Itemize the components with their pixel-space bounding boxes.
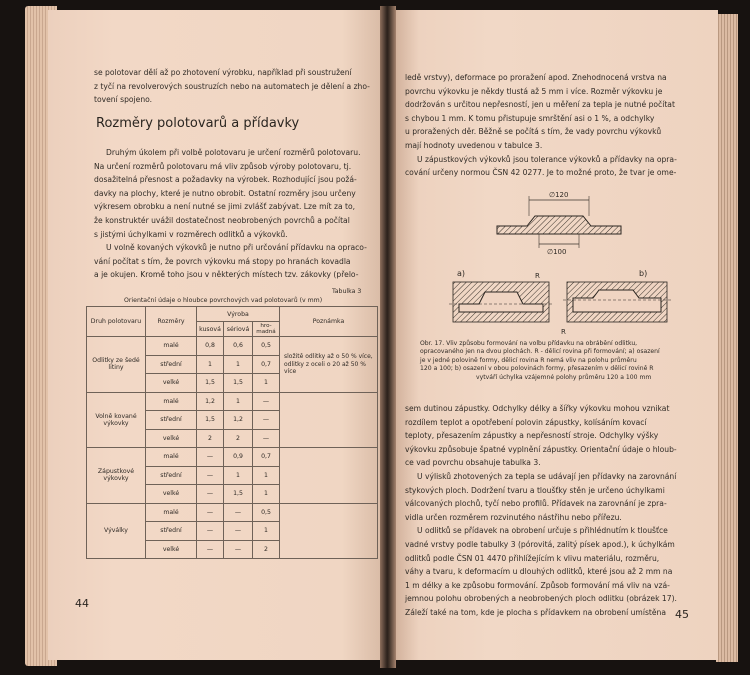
value-cell: —	[253, 429, 280, 448]
size-cell: střední	[146, 522, 197, 541]
value-cell: 2	[253, 540, 280, 559]
value-cell: 1,5	[197, 411, 224, 430]
header-poznamka: Poznámka	[280, 307, 378, 337]
header-hromadna: hro-madná	[253, 322, 280, 337]
header-rozmery: Rozměry	[146, 307, 197, 337]
label-b: b)	[639, 269, 648, 278]
size-cell: střední	[146, 466, 197, 485]
text-line: se polotovar dělí až po zhotovení výrobku, například při soustružení	[94, 68, 352, 77]
left-page	[48, 10, 382, 660]
group-name-cell: Výválky	[87, 503, 146, 559]
size-cell: velké	[146, 485, 197, 504]
size-cell: malé	[146, 337, 197, 356]
text-line: Druhým úkolem při volbě polotovaru je určení rozměrů polotovaru.	[106, 148, 361, 157]
text-line: vidla určen rozměrem rozvinutého nástřihu nebo přířezu.	[405, 512, 622, 522]
value-cell: 1,5	[197, 374, 224, 393]
group-name-cell: Zápustkové výkovky	[87, 448, 146, 504]
size-cell: střední	[146, 355, 197, 374]
table-title: Orientační údaje o hloubce povrchových vad polotovarů (v mm)	[124, 297, 323, 304]
text-line: ce vad povrchu obsahuje tabulka 3.	[405, 458, 541, 468]
figure-caption	[420, 340, 660, 382]
right-page	[393, 10, 718, 660]
text-line: sem dutinou zápustky. Odchylky délky a šířky výkovku mohou vznikat	[405, 404, 670, 413]
size-cell: střední	[146, 411, 197, 430]
value-cell: 1,2	[197, 392, 224, 411]
table-label: Tabulka 3	[332, 288, 362, 295]
caption-line: Obr. 17. Vliv způsobu formování na volbu přídavku na obrábění odlitku,	[420, 340, 638, 347]
text-line: jemnou polohu obrobených a neobrobených ploch odlitku (obrázek 17).	[405, 594, 677, 604]
header-seriova: sériová	[224, 322, 253, 337]
label-r-a: R	[535, 272, 540, 280]
top-paragraph	[405, 71, 677, 180]
value-cell: 0,7	[253, 448, 280, 467]
label-r-b: R	[561, 328, 566, 336]
value-cell: —	[253, 411, 280, 430]
text-line: tovení spojeno.	[94, 95, 153, 105]
caption-line: 120 a 100; b) osazení v obou polovinách formy, přesazením v dělicí rovině R	[420, 365, 654, 373]
table-row	[87, 392, 378, 411]
table-row	[87, 503, 378, 522]
text-line: výkovku způsobuje špatné vyplnění zápustky. Orientační údaje o hloub-	[405, 444, 677, 454]
value-cell: 1,5	[224, 374, 253, 393]
caption-line: opracovaného jen na dvou plochách. R - dělicí rovina při formování; a) osazení	[420, 348, 660, 356]
text-line: U zápustkových výkovků jsou tolerance výkovků a přídavky na opra-	[417, 154, 677, 164]
text-line: U odlitků se přídavek na obrobení určuje s přihlédnutím k tloušťce	[417, 526, 668, 536]
size-cell: malé	[146, 448, 197, 467]
note-cell	[280, 392, 378, 448]
text-line: U výlisků zhotovených za tepla se udávají jen přídavky na zarovnání	[417, 471, 677, 481]
surface-defects-table	[86, 306, 378, 559]
text-line: váhy a tvaru, k deformacím u dlouhých odlitků, které jsou až 2 mm na	[405, 567, 673, 577]
caption-line: vytváří úchylka vzájemné polohy průměru 120 a 100 mm	[476, 373, 652, 381]
text-line: válcovaných plochů, tyčí nebo profilů. Přídavek na zarovnání je zpra-	[405, 499, 667, 509]
value-cell: —	[197, 448, 224, 467]
value-cell: 2	[197, 429, 224, 448]
text-line: rozdílem teplot a opotřebení polovin zápustky, kolísáním kovací	[405, 417, 647, 427]
note-cell: složitě odlitky až o 50 % více, odlitky z oceli o 20 až 50 % více	[280, 337, 378, 393]
text-line: vání počítat s tím, že povrch výkovku má stopy po hranách kovadla	[94, 256, 351, 266]
value-cell: —	[253, 392, 280, 411]
header-druh: Druh polotovaru	[87, 307, 146, 337]
value-cell: 1	[253, 374, 280, 393]
book-gutter	[380, 6, 396, 668]
group-name-cell: Odlitky ze šedé litiny	[87, 337, 146, 393]
text-line: 1 m délky a ke způsobu formování. Způsob formování má vliv na vzá-	[405, 580, 670, 590]
text-line: dodržován s určitou nepřesností, jen u měření za tepla je nutné počítat	[405, 100, 675, 110]
text-line: povrchu výkovku je někdy tlustá až 5 mm i více. Rozměr výkovku je	[405, 86, 663, 96]
figure-17	[449, 186, 674, 336]
size-cell: velké	[146, 374, 197, 393]
size-cell: velké	[146, 429, 197, 448]
text-line: U volně kovaných výkovků je nutno při určování přídavku na opraco-	[106, 243, 367, 253]
text-line: že konstruktér uvážil dostatečnost neobrobených povrchů a počítal	[94, 215, 350, 225]
value-cell: 0,9	[224, 448, 253, 467]
table-row	[87, 448, 378, 467]
caption-line: je v jedné polovině formy, dělicí rovina R nemá vliv na polohu průměru	[420, 356, 637, 364]
value-cell: 1	[224, 355, 253, 374]
text-line: davky na plochy, které je nutno obrobit. Ostatní rozměry jsou určeny	[94, 188, 356, 198]
page-stack-right	[716, 14, 738, 662]
header-vyroba: Výroba	[197, 307, 280, 322]
table-body	[87, 337, 378, 559]
text-line: odlitků podle ČSN 01 4470 přihlížejícím k vlivu materiálu, rozměru,	[405, 553, 660, 563]
intro-paragraph	[94, 66, 370, 107]
body-paragraph	[94, 146, 367, 282]
value-cell: —	[197, 485, 224, 504]
value-cell: 1	[253, 522, 280, 541]
text-line: s chybou 1 mm. K tomu přistupuje smrštění asi o 1 %, a odchylky	[405, 113, 655, 123]
dim-bottom: ∅100	[547, 248, 567, 256]
value-cell: 0,7	[253, 355, 280, 374]
page-number-left: 44	[75, 597, 89, 610]
text-line: stykových ploch. Dodržení tvaru a tloušťky stěn je určeno úchylkami	[405, 485, 665, 495]
value-cell: —	[197, 540, 224, 559]
size-cell: velké	[146, 540, 197, 559]
text-line: z tyčí na revolverových soustruzích nebo na automatech je dělení a zho-	[94, 81, 370, 91]
text-line: dosažitelná přesnost a požadavky na výrobek. Rozhodující jsou požá-	[94, 175, 357, 185]
text-line: výkresem obrobku a není nutné se jimi zvlášť zabývat. Lze mít za to,	[94, 202, 356, 212]
value-cell: 0,8	[197, 337, 224, 356]
mould-b-drawing	[561, 269, 671, 336]
value-cell: —	[197, 522, 224, 541]
value-cell: 1,2	[224, 411, 253, 430]
value-cell: 0,5	[253, 337, 280, 356]
size-cell: malé	[146, 503, 197, 522]
value-cell: 1	[224, 392, 253, 411]
value-cell: 1,5	[224, 485, 253, 504]
table-row	[87, 337, 378, 356]
group-name-cell: Volně kované výkovky	[87, 392, 146, 448]
value-cell: —	[197, 466, 224, 485]
text-line: cování určeny normou ČSN 42 0277. Je to možné proto, že tvar je ome-	[405, 168, 677, 178]
text-line: teploty, přesazením zápustky a nepřesností stroje. Odchylky výšky	[405, 431, 659, 441]
label-a: a)	[457, 269, 466, 278]
text-line: a je okujen. Kromě toho jsou v některých místech tzv. zákovky (přelo-	[94, 270, 359, 280]
value-cell: —	[224, 522, 253, 541]
value-cell: 0,6	[224, 337, 253, 356]
note-cell	[280, 503, 378, 559]
value-cell: —	[197, 503, 224, 522]
text-line: s jistými úchylkami v rozměrech odlitků a výkovků.	[94, 229, 288, 239]
value-cell: 2	[224, 429, 253, 448]
note-cell	[280, 448, 378, 504]
dim-top: ∅120	[549, 191, 569, 199]
mould-a-drawing	[449, 269, 553, 322]
size-cell: malé	[146, 392, 197, 411]
value-cell: 1	[253, 485, 280, 504]
value-cell: 1	[253, 466, 280, 485]
text-line: ledě vrstvy), deformace po proražení apod. Znehodnocená vrstva na	[405, 73, 667, 82]
value-cell: —	[224, 503, 253, 522]
value-cell: 1	[197, 355, 224, 374]
page-number-right: 45	[675, 608, 689, 621]
text-line: Na určení rozměrů polotovaru má vliv způsob výroby polotovaru, tj.	[94, 161, 352, 171]
section-heading: Rozměry polotovarů a přídavky	[96, 116, 300, 131]
header-kusova: kusová	[197, 322, 224, 337]
bottom-paragraph	[405, 402, 677, 620]
casting-drawing	[497, 191, 621, 256]
text-line: u proražených děr. Běžně se počítá s tím, že vady povrchu výkovků	[405, 127, 662, 137]
value-cell: —	[224, 540, 253, 559]
text-line: Záleží také na tom, kde je plocha s přídavkem na obrobení umístěna	[405, 607, 667, 617]
text-line: vadné vrstvy podle tabulky 3 (pórovitá, zalitý písek apod.), k úchylkám	[405, 539, 675, 549]
text-line: mají hodnoty uvedenou v tabulce 3.	[405, 140, 543, 150]
value-cell: 0,5	[253, 503, 280, 522]
value-cell: 1	[224, 466, 253, 485]
